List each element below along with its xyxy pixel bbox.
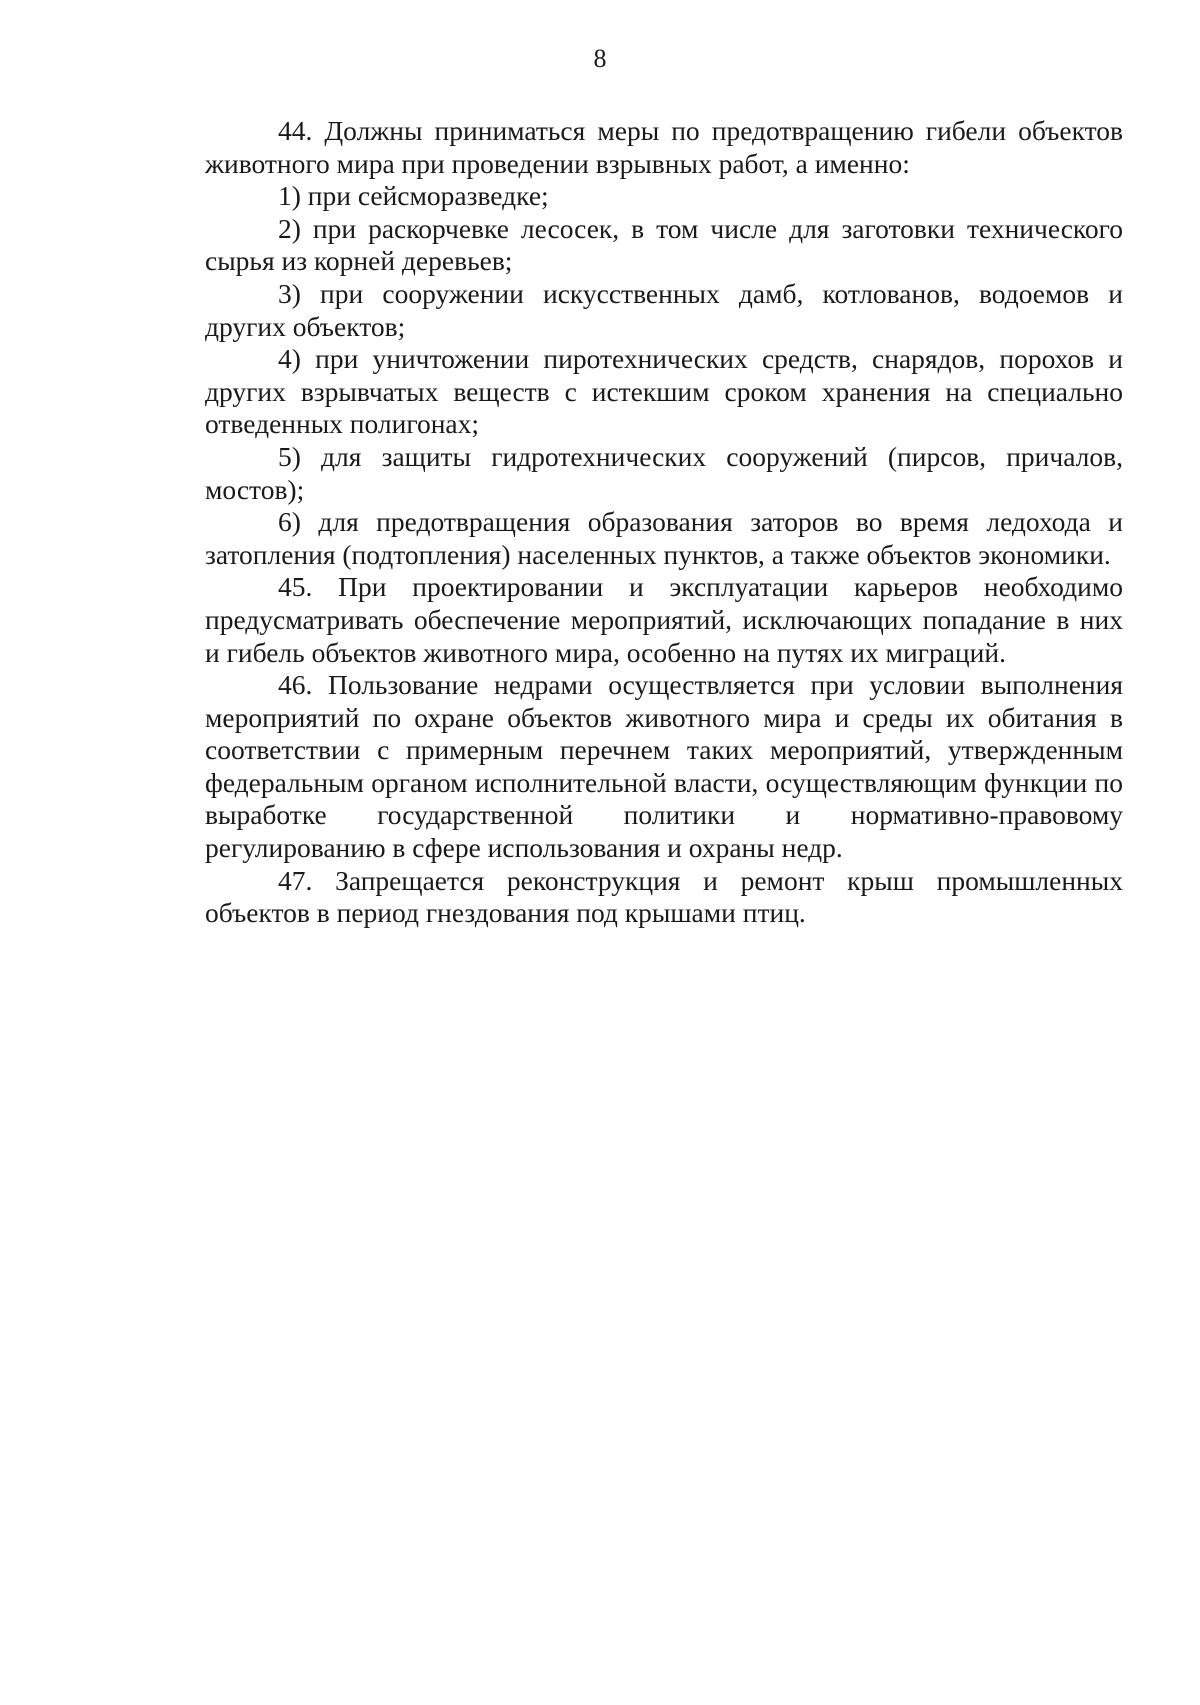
list-item-2: 2) при раскорчевке лесосек, в том числе для заготовки технического сырья из корней деревьев;: [205, 212, 1123, 277]
page-number: 8: [593, 44, 607, 73]
list-item-4: 4) при уничтожении пиротехнических средств, снарядов, порохов и других взрывчатых веществ с истекшим сроком хранения на специально отведенных полигонах;: [205, 343, 1123, 440]
list-item-5: 5) для защиты гидротехнических сооружений (пирсов, причалов, мостов);: [205, 440, 1123, 505]
document-body: [205, 115, 1123, 930]
list-item-1: 1) при сейсморазведке;: [278, 180, 549, 212]
paragraph-47: 47. Запрещается реконструкция и ремонт крыш промышленных объектов в период гнездования под крышами птиц.: [205, 864, 1123, 929]
list-item-6: 6) для предотвращения образования заторов во время ледохода и затопления (подтопления) населенных пунктов, а также объектов экономики.: [205, 506, 1123, 570]
list-item-3: 3) при сооружении искусственных дамб, котлованов, водоемов и других объектов;: [205, 277, 1123, 342]
paragraph-46: 46. Пользование недрами осуществляется при условии выполнения мероприятий по охране объектов животного мира и среды их обитания в соответствии с примерным перечнем таких мероприятий, утвержденным федеральным органом исполнительной власти, осуществляющим функции по выработке государственной политики и нормативно-правовому регулированию в сфере использования и охраны недр.: [205, 669, 1123, 864]
paragraph-44: 44. Должны приниматься меры по предотвращению гибели объектов животного мира при проведении взрывных работ, а именно:: [205, 115, 1123, 179]
paragraph-45: 45. При проектировании и эксплуатации карьеров необходимо предусматривать обеспечение мероприятий, исключающих попадание в них и гибель объектов животного мира, особенно на путях их миграций.: [205, 571, 1123, 668]
